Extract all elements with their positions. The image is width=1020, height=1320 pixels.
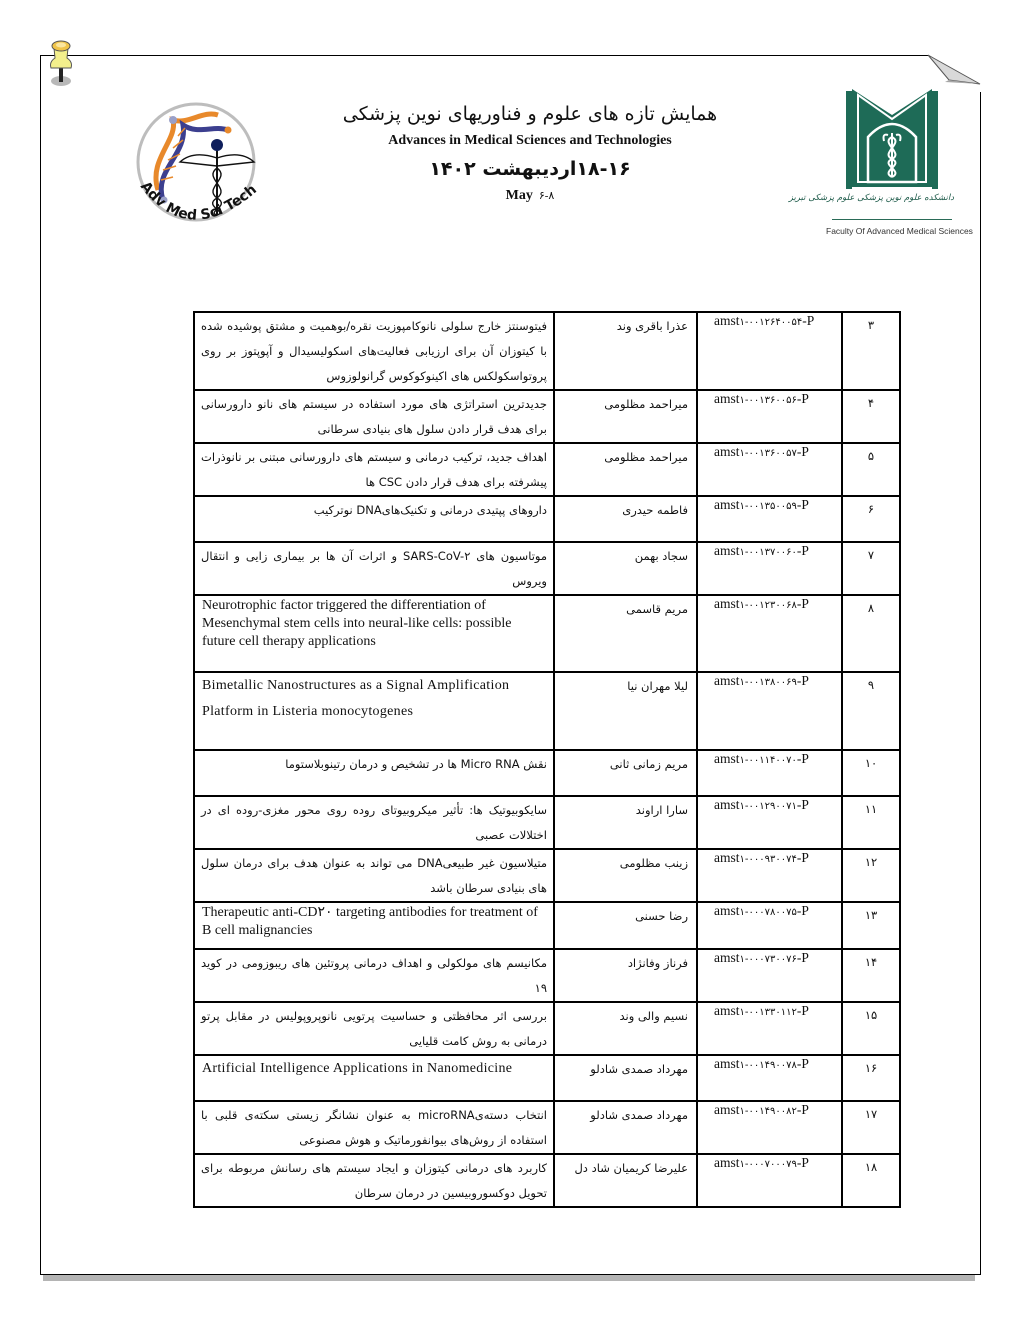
code-cell <box>697 1055 842 1101</box>
row-number-cell <box>842 1101 900 1154</box>
author-cell <box>554 443 697 496</box>
abstract-title: Artificial Intelligence Applications in Nanomedicine <box>202 1061 513 1076</box>
abstract-code <box>698 313 841 329</box>
title-cell <box>194 1002 554 1055</box>
code-suffix: -P <box>796 1102 809 1117</box>
author-name: سجاد بهمن <box>634 549 688 563</box>
title-cell <box>194 849 554 902</box>
code-suffix: -P <box>796 497 809 512</box>
abstract-title: مکانیسم های مولکولی و اهداف درمانی پروتئین های ریبوزومی در کوید ۱۹ <box>201 956 547 995</box>
code-cell <box>697 390 842 443</box>
code-cell <box>697 949 842 1002</box>
code-cell <box>697 443 842 496</box>
code-suffix: -P <box>796 850 809 865</box>
row-number: ۱۷ <box>864 1107 878 1121</box>
code-cell <box>697 542 842 595</box>
author-name: علیرضا کریمیان شاد دل <box>574 1161 688 1175</box>
code-digits: ۱-۰۰۱۳۷۰۰۶۰ <box>739 547 797 558</box>
abstract-code <box>698 497 841 513</box>
abstract-title: داروهای پپتیدی درمانی و تکنیک‌هایDNA نوترکیب <box>313 503 547 517</box>
code-digits: ۱-۰۰۰۷۸۰۰۷۵ <box>739 907 797 918</box>
code-digits: ۱-۰۰۰۷۳۰۰۷۶ <box>739 954 797 965</box>
code-digits: ۱-۰۰۱۳۶۰۰۵۶ <box>739 395 797 406</box>
code-suffix: -P <box>796 751 809 766</box>
conference-date-fa: ۱۸-۱۶اردیبهشت ۱۴۰۲ <box>429 158 631 180</box>
author-name: فاطمه حیدری <box>622 503 688 517</box>
date-days: ۶-۸ <box>538 190 555 202</box>
abstract-title: بررسی اثر محافظتی و حساسیت پرتویی نانوپروپولیس در مقابل پرتو درمانی به روش کامت قلیایی <box>201 1009 547 1048</box>
author-cell <box>554 496 697 542</box>
code-digits: ۱-۰۰۱۳۳۰۱۱۲ <box>739 1007 797 1018</box>
table-row <box>194 849 900 902</box>
author-name: سارا اراوند <box>635 803 688 817</box>
table-row <box>194 902 900 949</box>
conference-date-en <box>300 188 760 204</box>
code-cell <box>697 672 842 750</box>
abstract-title: جدیدترین استراتژی های مورد استفاده در سیستم های نانو دارورسانی برای هدف قرار دادن سلول های بنیادی سرطانی <box>201 397 547 436</box>
abstract-code <box>698 1102 841 1118</box>
abstract-title: کاربرد های درمانی کیتوزان و ایجاد سیستم های رسانش مربوطه برای تحویل دوکسوروبیسین در درمان سرطان <box>201 1161 547 1200</box>
row-number: ۳ <box>867 318 875 332</box>
title-cell <box>194 750 554 796</box>
row-number: ۱۴ <box>864 955 878 969</box>
abstract-code <box>698 903 841 919</box>
author-cell <box>554 542 697 595</box>
code-suffix: -P <box>796 1155 809 1170</box>
abstract-table-body <box>194 312 900 1207</box>
author-name: میراحمد مظلومی <box>604 397 688 411</box>
code-digits: ۱-۰۰۱۲۹۰۰۷۱ <box>739 801 797 812</box>
row-number: ۵ <box>867 449 875 463</box>
author-cell <box>554 1002 697 1055</box>
code-suffix: -P <box>802 313 815 328</box>
code-cell <box>697 1154 842 1207</box>
code-digits: ۱-۰۰۱۲۳۰۰۶۸ <box>739 600 797 611</box>
logo-divider <box>832 219 952 220</box>
abstract-code <box>698 543 841 559</box>
table-row <box>194 949 900 1002</box>
code-suffix: -P <box>796 903 809 918</box>
pushpin-icon <box>44 38 78 88</box>
faculty-logo <box>788 85 973 240</box>
title-cell <box>194 390 554 443</box>
abstract-code <box>698 751 841 767</box>
table-row <box>194 443 900 496</box>
row-number-cell <box>842 595 900 672</box>
table-row <box>194 750 900 796</box>
code-suffix: -P <box>796 391 809 406</box>
row-number-cell <box>842 496 900 542</box>
code-cell <box>697 750 842 796</box>
code-prefix: amst <box>714 313 740 328</box>
code-cell <box>697 595 842 672</box>
code-prefix: amst <box>714 797 740 812</box>
abstract-title: سایکوبیوتیک ها: تأثیر میکروبیوتای روده روی محور مغزی-روده ای در اختلالات عصبی <box>201 803 547 842</box>
abstract-table <box>193 311 901 1208</box>
code-prefix: amst <box>714 950 740 965</box>
author-cell <box>554 949 697 1002</box>
table-row <box>194 595 900 672</box>
code-digits: ۱-۰۰۱۴۹۰۰۸۲ <box>739 1106 797 1117</box>
author-cell <box>554 672 697 750</box>
title-cell <box>194 312 554 390</box>
author-name: لیلا مهران نیا <box>627 679 688 693</box>
code-digits: ۱-۰۰۱۴۹۰۰۷۸ <box>739 1060 797 1071</box>
code-suffix: -P <box>796 1056 809 1071</box>
row-number: ۶ <box>867 502 875 516</box>
code-prefix: amst <box>714 391 740 406</box>
table-row <box>194 1002 900 1055</box>
row-number-cell <box>842 902 900 949</box>
author-cell <box>554 1154 697 1207</box>
row-number-cell <box>842 672 900 750</box>
code-prefix: amst <box>714 596 740 611</box>
abstract-code <box>698 1155 841 1171</box>
author-cell <box>554 796 697 849</box>
page-shadow <box>43 1274 975 1281</box>
author-cell <box>554 750 697 796</box>
logo-left-text: Adv Med Sci Tech <box>136 178 260 224</box>
row-number-cell <box>842 312 900 390</box>
code-prefix: amst <box>714 1102 740 1117</box>
row-number: ۱۱ <box>864 802 878 816</box>
title-cell <box>194 1055 554 1101</box>
row-number: ۱۶ <box>864 1061 878 1075</box>
author-name: مهرداد صمدی شادلو <box>590 1108 688 1122</box>
abstract-code <box>698 850 841 866</box>
code-cell <box>697 312 842 390</box>
code-prefix: amst <box>714 1003 740 1018</box>
row-number-cell <box>842 796 900 849</box>
author-name: میراحمد مظلومی <box>604 450 688 464</box>
code-suffix: -P <box>796 444 809 459</box>
author-name: رضا حسنی <box>635 909 688 923</box>
code-suffix: -P <box>796 673 809 688</box>
row-number: ۱۲ <box>864 855 878 869</box>
code-prefix: amst <box>714 497 740 512</box>
conference-header <box>300 100 760 204</box>
code-prefix: amst <box>714 751 740 766</box>
row-number-cell <box>842 1055 900 1101</box>
abstract-title: متیلاسیون غیر طبیعیDNA می تواند به عنوان هدف برای درمان سلول های بنیادی سرطان باشد <box>201 856 547 895</box>
author-cell <box>554 902 697 949</box>
title-cell <box>194 1101 554 1154</box>
conference-title-en: Advances in Medical Sciences and Technologies <box>388 133 672 148</box>
row-number: ۸ <box>867 601 875 615</box>
code-cell <box>697 1002 842 1055</box>
code-prefix: amst <box>714 903 740 918</box>
row-number-cell <box>842 750 900 796</box>
abstract-code <box>698 1003 841 1019</box>
title-cell <box>194 496 554 542</box>
code-prefix: amst <box>714 673 740 688</box>
row-number: ۱۵ <box>864 1008 878 1022</box>
conference-title-fa: همایش تازه های علوم و فناوریهای نوین پزشکی <box>342 103 718 125</box>
author-name: زینب مظلومی <box>619 856 688 870</box>
table-row <box>194 496 900 542</box>
code-cell <box>697 796 842 849</box>
code-digits: ۱-۰۰۱۲۶۴۰۰۵۴ <box>739 317 803 328</box>
abstract-title: Therapeutic anti-CD۲۰ targeting antibodies for treatment of B cell malignancies <box>202 905 538 938</box>
abstract-code <box>698 950 841 966</box>
title-cell <box>194 542 554 595</box>
abstract-code <box>698 1056 841 1072</box>
code-prefix: amst <box>714 1155 740 1170</box>
code-prefix: amst <box>714 1056 740 1071</box>
abstract-title: اهداف جدید، ترکیب درمانی و سیستم های دارورسانی مبتنی بر نانوذرات پیشرفته برای هدف قرار دادن CSC ها <box>201 450 547 489</box>
date-month: May <box>505 188 533 203</box>
faculty-emblem-icon <box>826 85 958 195</box>
author-name: فرناز وفانژاد <box>627 956 688 970</box>
table-row <box>194 672 900 750</box>
abstract-code <box>698 391 841 407</box>
row-number: ۴ <box>867 396 875 410</box>
code-digits: ۱-۰۰۰۷۰۰۰۷۹ <box>739 1159 797 1170</box>
code-cell <box>697 496 842 542</box>
code-prefix: amst <box>714 543 740 558</box>
author-name: مریم قاسمی <box>626 602 688 616</box>
row-number: ۱۸ <box>864 1160 878 1174</box>
code-suffix: -P <box>796 950 809 965</box>
row-number-cell <box>842 1154 900 1207</box>
title-cell <box>194 949 554 1002</box>
code-digits: ۱-۰۰۱۱۴۰۰۷۰ <box>739 755 797 766</box>
code-digits: ۱-۰۰۱۳۶۰۰۵۷ <box>739 448 797 459</box>
author-cell <box>554 312 697 390</box>
abstract-code <box>698 596 841 612</box>
code-suffix: -P <box>796 543 809 558</box>
abstract-code <box>698 797 841 813</box>
author-cell <box>554 1101 697 1154</box>
author-name: نسیم والی وند <box>619 1009 688 1023</box>
table-row <box>194 1154 900 1207</box>
author-cell <box>554 849 697 902</box>
author-name: مریم زمانی ثانی <box>609 757 688 771</box>
row-number-cell <box>842 1002 900 1055</box>
row-number-cell <box>842 443 900 496</box>
abstract-title: Bimetallic Nanostructures as a Signal Amplification Platform in Listeria monocytogenes <box>202 678 510 719</box>
code-cell <box>697 849 842 902</box>
title-cell <box>194 672 554 750</box>
table-row <box>194 796 900 849</box>
author-cell <box>554 595 697 672</box>
row-number-cell <box>842 542 900 595</box>
code-digits: ۱-۰۰۱۳۸۰۰۶۹ <box>739 677 797 688</box>
code-cell <box>697 1101 842 1154</box>
table-row <box>194 1101 900 1154</box>
code-suffix: -P <box>796 797 809 812</box>
title-cell <box>194 1154 554 1207</box>
code-suffix: -P <box>796 596 809 611</box>
row-number-cell <box>842 949 900 1002</box>
faculty-persian-text: دانشکده علوم نوین پزشکی علوم پزشکی تبریز <box>788 193 954 203</box>
author-cell <box>554 390 697 443</box>
abstract-code <box>698 444 841 460</box>
table-row <box>194 1055 900 1101</box>
row-number-cell <box>842 849 900 902</box>
row-number: ۹ <box>867 678 875 692</box>
adv-med-sci-tech-logo <box>128 100 263 235</box>
title-cell <box>194 902 554 949</box>
abstract-code <box>698 673 841 689</box>
code-prefix: amst <box>714 850 740 865</box>
abstract-title: انتخاب دسته‌یmicroRNA به عنوان نشانگر زیستی سکته‌ی قلبی با استفاده از روش‌های بیوانفورماتیک و هوش مصنوعی <box>201 1108 547 1147</box>
row-number: ۱۳ <box>864 908 878 922</box>
title-cell <box>194 595 554 672</box>
row-number: ۷ <box>867 548 875 562</box>
row-number: ۱۰ <box>864 756 878 770</box>
code-suffix: -P <box>796 1003 809 1018</box>
abstract-title: Neurotrophic factor triggered the differentiation of Mesenchymal stem cells into neural-like cells: possible future cell therapy applications <box>202 598 512 649</box>
author-cell <box>554 1055 697 1101</box>
author-name: عذرا باقری وند <box>616 319 688 333</box>
code-cell <box>697 902 842 949</box>
table-row <box>194 390 900 443</box>
abstract-title: موتاسیون های SARS-CoV-۲ و اثرات آن ها بر بیماری زایی و انتقال ویروس <box>201 549 547 588</box>
table-row <box>194 312 900 390</box>
abstract-title: نقش Micro RNA ها در تشخیص و درمان رتینوبلاستوما <box>285 757 547 771</box>
faculty-english-text: Faculty Of Advanced Medical Sciences <box>826 226 973 236</box>
code-digits: ۱-۰۰۰۹۳۰۰۷۴ <box>739 854 797 865</box>
row-number-cell <box>842 390 900 443</box>
title-cell <box>194 796 554 849</box>
code-prefix: amst <box>714 444 740 459</box>
title-cell <box>194 443 554 496</box>
code-digits: ۱-۰۰۱۳۵۰۰۵۹ <box>739 501 797 512</box>
table-row <box>194 542 900 595</box>
abstract-title: فیتوسنتز خارج سلولی نانوکامپوزیت نقره/بوهمیت و مشتق پوشیده شده با کیتوزان آن برای ارزیابی فعالیت‌های اسکولیسیدال و آپوپتوز بر روی پروتواسکولکس های اکینوکوکوس گرانولوزوس <box>201 319 547 383</box>
author-name: مهرداد صمدی شادلو <box>590 1062 688 1076</box>
